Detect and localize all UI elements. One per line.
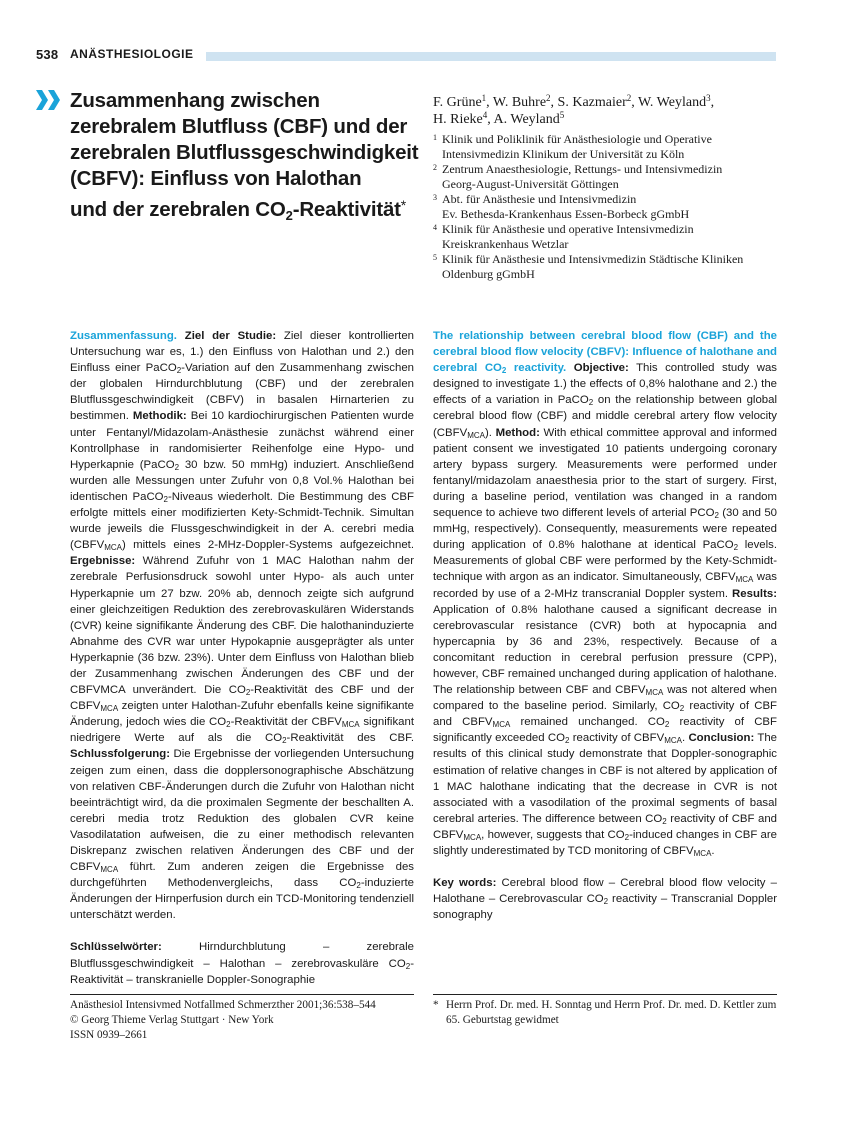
double-chevron-icon	[36, 90, 62, 110]
title-line: und der zerebralen $CO_2-Reaktivität^*$	[70, 197, 407, 223]
dedication-note	[433, 998, 777, 1028]
issn: ISSN 0939–2661	[70, 1029, 148, 1041]
article-title	[70, 88, 420, 223]
citation: Anästhesiol Intensivmed Notfallmed Schmerzther 2001;36:538–544	[70, 999, 376, 1011]
title-line: Zusammenhang zwischen	[70, 89, 320, 112]
affiliation: 4 Klinik für Anästhesie und operative Intensivmedizin Kreiskrankenhaus Wetzlar	[433, 222, 694, 251]
affiliation: 2 Zentrum Anaesthesiologie, Rettungs- und Intensivmedizin Georg-August-Universität Göttingen	[433, 162, 723, 191]
dedication-text: Herrn Prof. Dr. med. H. Sonntag und Herrn Prof. Dr. med. D. Kettler zum 65. Geburtstag gewidmet	[446, 999, 777, 1026]
author-list: F. Grüne$^1$, W. Buhre$^2$, S. Kazmaier$^2$, W. Weyland$^3$, H. Rieke$^4$, A. Weyland$^5$	[433, 93, 715, 127]
german-abstract	[70, 328, 414, 988]
footer-rule	[433, 994, 777, 995]
copyright: © Georg Thieme Verlag Stuttgart · New York	[70, 1014, 274, 1026]
affiliation-list	[433, 132, 778, 282]
citation-block	[70, 998, 414, 1043]
footer-rule	[70, 994, 414, 995]
affiliation: 3 Abt. für Anästhesie und Intensivmedizin Ev. Bethesda-Krankenhaus Essen-Borbeck gGmbH	[433, 192, 690, 221]
keywords: Schlüsselwörter: Hirndurchblutung – zerebrale Blutflussgeschwindigkeit – Halothan – zerebrovaskuläre $CO_2$-Reaktivität – transkranielle Doppler-Sonographie	[70, 941, 414, 986]
english-abstract	[433, 328, 777, 923]
keywords: Key words: Cerebral blood flow – Cerebral blood flow velocity – Halothane – Cerebrovascular $CO_2$ reactivity – Transcranial Doppler sonography	[433, 877, 777, 922]
title-line: zerebralem Blutfluss (CBF) und der	[70, 115, 408, 138]
title-line: zerebralen Blutflussgeschwindigkeit	[70, 141, 419, 164]
footnote-marker: *	[433, 999, 439, 1011]
abstract-body: The relationship between cerebral blood flow (CBF) and the cerebral blood flow velocity (CBFV): Influence of halothane and cerebral $CO_2$ reactivity. Objective: This controlled study was designed to investigate 1.) the effects of 0,8% halothane and 2.) the effects of a variation in PaCO$_2$ on the relationship between global cerebral blood flow (CBF) and middle cerebral artery flow velocity $(CBFV_{MCA})$. Method: With ethical committee approval and informed patient consent we investigated 10 patients undergoing coronary artery bypass surgery. Measurements were performed under fentanyl/midazolam anaesthesia prior to the start of surgery. First, during a baseline period, ventilation was changed in a random sequence to achieve two different levels of arterial $PCO_2$ (30 and 50 mmHg, respectively). Consequently, measurements were repeated during application of 0.8% halothane at identical PaCO$_2$ levels. Measurements of global CBF were performed by the Kety-Schmidt-technique with argon as an indicator. Simultaneously, $CBFV_{MCA}$ was recorded by use of a 2-MHz transcranial Doppler system. Results: Application of 0.8% halothane caused a significant decrease in cerebrovascular resistance (CVR) both at hypocapnia and hypercapnia by 36 and 23%, respectively. Because of a concomitant reduction in cerebral perfusion pressure (CPP), however, CBF remained unchanged during application of halothane. The relationship between CBF and $CBFV_{MCA}$ was not altered when compared to the baseline period. Similarly, $CO_2$ reactivity of CBF and $CBFV_{MCA}$ remained unchanged. $CO_2$ reactivity of CBF significantly exceeded $CO_2$ reactivity of $CBFV_{MCA}$. Conclusion: The results of this clinical study demonstrate that Doppler-sonographic estimation of relative changes in CBF is not altered by application of 1 MAC halothane indicating that the decrease in CVR is not associated with a vasodilation of the proximal segments of basal cerebral arteries. The difference between $CO_2$ reactivity of CBF and $CBFV_{MCA}$, however, suggests that $CO_2$-induced changes in CBF are slightly underestimated by TCD monitoring of $CBFV_{MCA}$.	[433, 330, 778, 858]
page-number: 538	[36, 47, 59, 62]
abstract-body: Zusammenfassung. Ziel der Studie: Ziel dieser kontrollierten Untersuchung war es, 1.) den Einfluss von Halothan und 2.) den Einfluss einer PaCO$_2$-Variation auf den Zusammenhang zwischen der globalen Hirndurchblutung (CBF) und der zerebralen Blutflussgeschwindigkeit (CBFV) in basalen Hirnarterien zu bestimmen. Methodik: Bei 10 kardiochirurgischen Patienten wurde unter Fentanyl/Midazolam-Anästhesie zunächst während einer Kontrollphase in randomisierter Reihenfolge eine Hypo- und Hyperkapnie (PaCO$_2$ 30 bzw. 50 mmHg) induziert. Anschließend wurden alle Messungen unter Zufuhr von 0,8 Vol.% Halothan bei identischen PaCO$_2$-Niveaus wiederholt. Die Bestimmung des CBF erfolgte mittels einer modifizierten Kety-Schmidt-Technik. Simultan wurde jeweils die Flussgeschwindigkeit in der A. cerebri media $(CBFV_{MCA})$ mittels eines 2-MHz-Doppler-Systems aufgezeichnet. Ergebnisse: Während Zufuhr von 1 MAC Halothan nahm der zerebrale Perfusionsdruck sowohl unter Hypo- als auch unter Hyperkapnie um 27 bzw. 20% ab, dennoch zeigte sich aufgrund einer gleichzeitigen Reduktion des zerebrovaskulären Widerstands (CVR) keine signifikante Änderung des CBF. Die halothaninduzierte Abnahme des CVR war unter Hypokapnie ausgeprägter als unter Hyperkapnie (36 bzw. 23%). Unter dem Einfluss von Halothan blieb der Zusammenhang zwischen Änderungen des CBF und der CBFVMCA unverändert. Die $CO_2$-Reaktivität des CBF und der $CBFV_{MCA}$ zeigten unter Halothan-Zufuhr ebenfalls keine signifikante Änderung, jedoch wies die $CO_2$-Reaktivität der $CBFV_{MCA}$ signifikant niedrigere Werte auf als die $CO_2$-Reaktivität des CBF. Schlussfolgerung: Die Ergebnisse der vorliegenden Untersuchung zeigen zum einen, dass die dopplersonographische Abschätzung von relativen CBF-Änderungen durch die Zufuhr von Halothan nicht beeinträchtigt wird, da die proximalen Segmente der beschallten A. cerebri media trotz Reduktion des globalen CVR keine Vasodilatation aufweisen, die zu einer methodisch relevanten Diskrepanz zwischen relativen Änderungen des CBF und der $CBFV_{MCA}$ führt. Zum anderen zeigen die Ergebnisse des durchgeführten Methodenvergleichs, dass $CO_2$-induzierte Änderungen der Hirnperfusion durch ein TCD-Monitoring tendenziell unterschätzt werden.	[70, 330, 414, 922]
affiliation: 1 Klinik und Poliklinik für Anästhesiologie und Operative Intensivmedizin Klinikum der Universität zu Köln	[433, 132, 712, 161]
title-line: (CBFV): Einfluss von Halothan	[70, 167, 362, 190]
header-bar	[206, 52, 776, 61]
affiliation: 5 Klinik für Anästhesie und Intensivmedizin Städtische Kliniken Oldenburg gGmbH	[433, 252, 744, 281]
section-title: ANÄSTHESIOLOGIE	[70, 47, 194, 61]
